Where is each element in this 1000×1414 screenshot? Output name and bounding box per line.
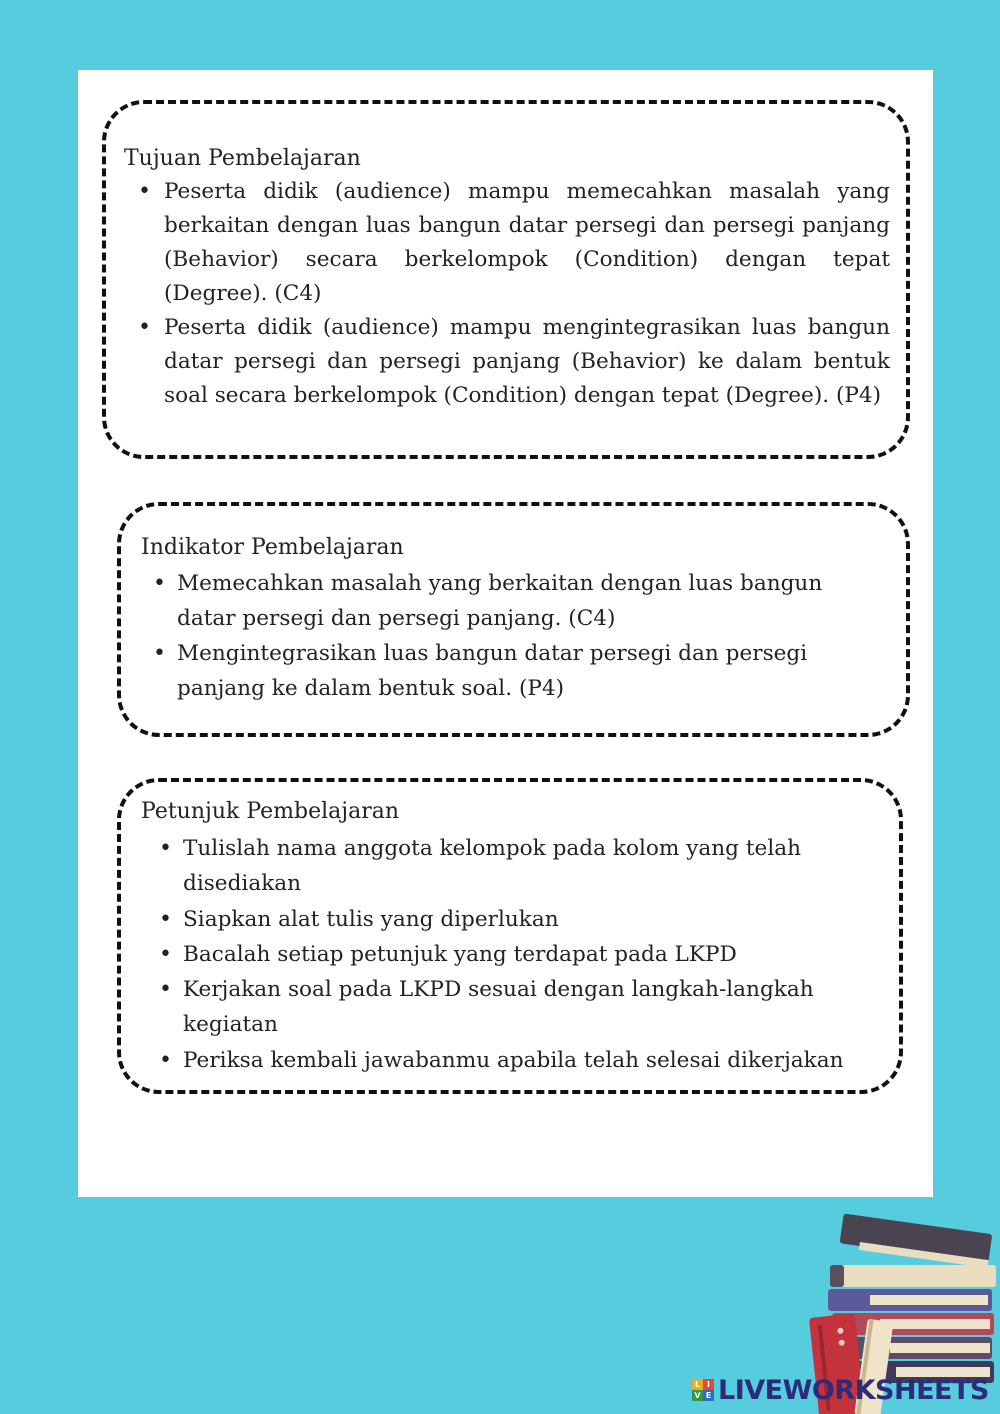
list-item-text: Peserta didik (audience) mampu mengintegrasikan luas bangun datar persegi dan persegi panjang (Behavior) ke dalam bentuk soal secara berkelompok (Condition) dengan tepat (Degree). (P4) — [164, 315, 890, 408]
liveworksheets-watermark — [692, 1372, 989, 1408]
indikator-pembelajaran-list — [153, 566, 877, 706]
list-item — [138, 311, 890, 413]
bullet-icon: • — [159, 906, 172, 932]
bullet-icon: • — [159, 836, 172, 861]
indikator-pembelajaran-title: Indikator Pembelajaran — [141, 535, 404, 560]
bullet-icon: • — [159, 1047, 172, 1073]
list-item-text: Bacalah setiap petunjuk yang terdapat pada LKPD — [183, 941, 737, 967]
list-item — [153, 566, 877, 636]
list-item — [159, 831, 883, 902]
liveworksheets-name: LIVEWORKSHEETS — [718, 1374, 989, 1406]
tujuan-pembelajaran-title: Tujuan Pembelajaran — [124, 146, 361, 171]
petunjuk-pembelajaran-title: Petunjuk Pembelajaran — [141, 799, 400, 824]
bullet-icon: • — [138, 315, 151, 340]
list-item — [159, 937, 883, 972]
logo-letter: I — [703, 1379, 714, 1390]
list-item-text: Mengintegrasikan luas bangun datar persegi dan persegi panjang ke dalam bentuk soal. (P4) — [177, 641, 808, 701]
bullet-icon: • — [153, 641, 166, 666]
logo-letter: E — [703, 1390, 714, 1401]
petunjuk-pembelajaran-list — [159, 831, 883, 1078]
liveworksheets-logo-icon — [692, 1379, 714, 1401]
list-item-text: Periksa kembali jawabanmu apabila telah selesai dikerjakan — [183, 1047, 844, 1073]
bullet-icon: • — [153, 571, 166, 596]
list-item — [138, 175, 890, 311]
list-item-text: Memecahkan masalah yang berkaitan dengan luas bangun datar persegi dan persegi panjang. (C4) — [177, 571, 823, 631]
list-item-text: Siapkan alat tulis yang diperlukan — [183, 906, 559, 932]
logo-letter: L — [692, 1379, 703, 1390]
bullet-icon: • — [159, 941, 172, 967]
list-item-text: Tulislah nama anggota kelompok pada kolom yang telah disediakan — [183, 836, 802, 897]
logo-letter: V — [692, 1390, 703, 1401]
bullet-icon: • — [159, 977, 172, 1003]
indikator-pembelajaran-box — [117, 502, 910, 737]
list-item — [159, 972, 883, 1043]
list-item-text: Kerjakan soal pada LKPD sesuai dengan langkah-langkah kegiatan — [183, 977, 814, 1038]
tujuan-pembelajaran-box — [102, 100, 910, 459]
list-item — [153, 636, 877, 706]
bullet-icon: • — [138, 179, 151, 204]
tujuan-pembelajaran-list — [138, 175, 890, 413]
list-item — [159, 1043, 883, 1078]
petunjuk-pembelajaran-box — [117, 778, 903, 1094]
list-item-text: Peserta didik (audience) mampu memecahkan masalah yang berkaitan dengan luas bangun datar persegi dan persegi panjang (Behavior) secara berkelompok (Condition) dengan tepat (Degree). (C4) — [164, 179, 890, 306]
list-item — [159, 902, 883, 937]
